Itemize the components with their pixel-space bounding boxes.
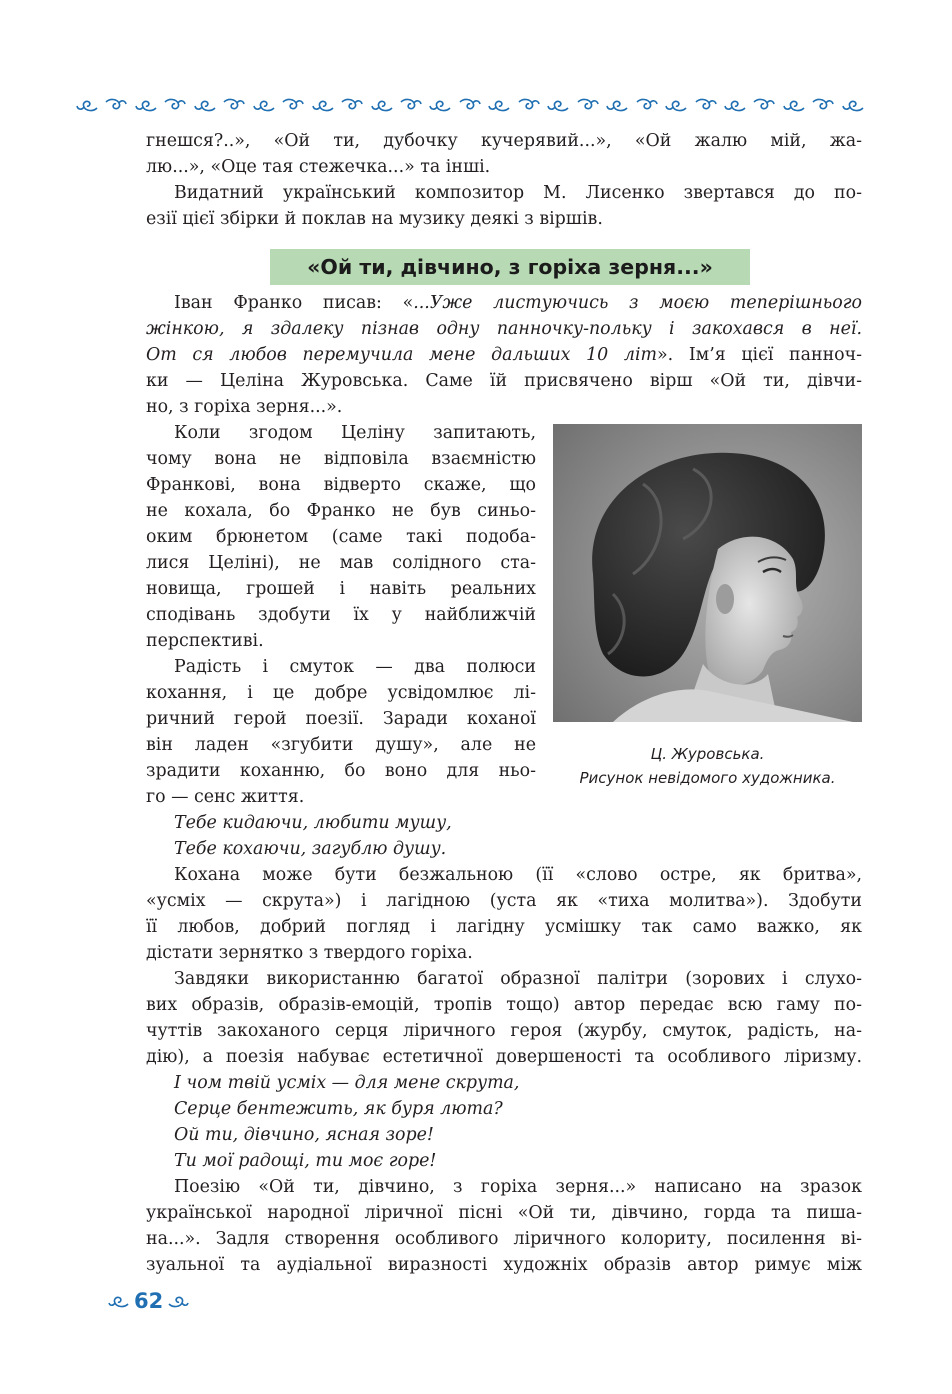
left-column-text <box>146 420 536 810</box>
curl-ornament-icon <box>636 98 658 112</box>
curl-ornament-icon <box>400 98 422 112</box>
curl-ornament-icon <box>665 98 687 112</box>
verse-line: Ти мої радощі, ти моє горе! <box>174 1151 437 1171</box>
paragraph-line: зрадити коханню, бо воно для ньо- <box>146 761 536 781</box>
page-number <box>108 1286 189 1316</box>
curl-ornament-icon <box>488 98 510 112</box>
verse-line: Ой ти, дівчино, ясная зоре! <box>174 1125 434 1145</box>
paragraph-line: но, з горіха зерня...». <box>146 397 343 417</box>
paragraph-line: Франкові, вона відверто скаже, що <box>146 475 536 495</box>
curl-ornament-icon <box>167 1294 189 1308</box>
figure-caption <box>553 742 862 790</box>
curl-ornament-icon <box>842 98 864 112</box>
curl-ornament-icon <box>76 98 98 112</box>
curl-ornament-icon <box>812 98 834 112</box>
paragraph-line: він ладен «згубити душу», але не <box>146 735 536 755</box>
paragraph-zavdyaky <box>146 966 862 1070</box>
caption-name: Ц. Журовська. <box>650 745 765 763</box>
curl-ornament-icon <box>724 98 746 112</box>
paragraph-line: лися Целіні), не мав солідного ста- <box>146 553 536 573</box>
paragraph-line: От ся любов перемучила мене дальших 10 літ». Ім’я цієї паннoч- <box>146 345 862 365</box>
curl-ornament-icon <box>253 98 275 112</box>
intro-line: гнешся?..», «Ой ти, дубочку кучерявий...», «Ой жалю мій, жа- <box>146 131 862 151</box>
paragraph-line: зуальної та аудіальної виразності художніх образів автор римує між <box>146 1255 862 1275</box>
paragraph-line: української народної ліричної пісні «Ой ти, дівчино, горда та пиша- <box>146 1203 862 1223</box>
curl-ornament-icon <box>105 98 127 112</box>
intro-line: езії цієї збірки й поклав на музику деякі з віршів. <box>146 209 603 229</box>
curl-ornament-icon <box>341 98 363 112</box>
paragraph-line: ки — Целіна Журовська. Саме їй присвячено вірш «Ой ти, дівчи- <box>146 371 862 391</box>
intro-line: Видатний український композитор М. Лисенко звертався до по- <box>174 183 862 203</box>
paragraph-line: Поезію «Ой ти, дівчино, з горіха зерня...» написано на зразок <box>174 1177 862 1197</box>
paragraph-line: жінкою, я здалеку пізнав одну панночку-польку і закохався в неї. <box>146 319 862 339</box>
curl-ornament-icon <box>518 98 540 112</box>
curl-ornament-icon <box>753 98 775 112</box>
portrait-image <box>553 424 862 722</box>
paragraph-line: Завдяки використанню багатої образної палітри (зорових і слухо- <box>174 969 862 989</box>
paragraph-line: го — сенс життя. <box>146 787 305 807</box>
paragraph-line: оким брюнетом (саме такі подоба- <box>146 527 536 547</box>
caption-description: Рисунок невідомого художника. <box>579 769 836 787</box>
curl-ornament-icon <box>577 98 599 112</box>
curl-ornament-icon <box>164 98 186 112</box>
paragraph-line: дію), а поезія набуває естетичної довершеності та особливого ліризму. <box>146 1047 862 1067</box>
paragraph-line: на...». Задля створення особливого ліричного колориту, посилення ві- <box>146 1229 862 1249</box>
paragraph-line: її любов, добрий погляд і лагідну усмішку так само важко, як <box>146 917 862 937</box>
curl-ornament-icon <box>695 98 717 112</box>
intro-text <box>146 128 862 232</box>
paragraph-line: Радість і смуток — два полюси <box>174 657 536 677</box>
curl-ornament-icon <box>108 1294 130 1308</box>
intro-line: лю...», «Оце тая стежечка...» та інші. <box>146 157 491 177</box>
curl-ornament-icon <box>282 98 304 112</box>
verse-block-1 <box>146 810 862 862</box>
franko-paragraph <box>146 290 862 420</box>
paragraph-line: Іван Франко писав: «...Уже листуючись з моєю теперішнього <box>174 293 862 313</box>
paragraph-line: Коли згодом Целіну запитають, <box>174 423 536 443</box>
curl-ornament-icon <box>606 98 628 112</box>
section-title: «Ой ти, дівчино, з горіха зерня...» <box>307 255 713 279</box>
paragraph-line: чуттів закоханого серця ліричного героя (журбу, смуток, радість, на- <box>146 1021 862 1041</box>
verse-block-2 <box>146 1070 862 1174</box>
paragraph-line: кохання, і це добре усвідомлює лі- <box>146 683 536 703</box>
ornament-border <box>76 92 864 118</box>
curl-ornament-icon <box>371 98 393 112</box>
portrait-drawing <box>553 424 862 722</box>
paragraph-line: перспективі. <box>146 631 264 651</box>
curl-ornament-icon <box>547 98 569 112</box>
paragraph-line: не кохала, бо Франко не був синьо- <box>146 501 536 521</box>
verse-line: Тебе кидаючи, любити мушу, <box>174 813 452 833</box>
section-heading-box <box>270 249 750 285</box>
paragraph-line: чому вона не відповіла взаємністю <box>146 449 536 469</box>
paragraph-line: вих образів, образів-емоцій, тропів тощо) автор передає всю гаму по- <box>146 995 862 1015</box>
curl-ornament-icon <box>783 98 805 112</box>
paragraph-line: Кохана може бути безжальною (її «слово остре, як бритва», <box>174 865 862 885</box>
curl-ornament-icon <box>459 98 481 112</box>
paragraph-line: дістати зернятко з твердого горіха. <box>146 943 473 963</box>
curl-ornament-icon <box>429 98 451 112</box>
curl-ornament-icon <box>223 98 245 112</box>
curl-ornament-icon <box>194 98 216 112</box>
paragraph-kohana <box>146 862 862 966</box>
verse-line: Тебе кохаючи, загублю душу. <box>174 839 447 859</box>
curl-ornament-icon <box>312 98 334 112</box>
verse-line: І чом твій усміх — для мене скрута, <box>174 1073 520 1093</box>
curl-ornament-icon <box>135 98 157 112</box>
paragraph-line: ричний герой поезії. Заради коханої <box>146 709 536 729</box>
paragraph-line: «усміх — скрута») і лагідною (уста як «тиха молитва»). Здобути <box>146 891 862 911</box>
page-number-text: 62 <box>134 1289 164 1313</box>
paragraph-poeziyu <box>146 1174 862 1278</box>
verse-line: Серце бентежить, як буря люта? <box>174 1099 503 1119</box>
paragraph-line: сподівань здобути їх у найближчій <box>146 605 536 625</box>
paragraph-line: новища, грошей і навіть реальних <box>146 579 536 599</box>
